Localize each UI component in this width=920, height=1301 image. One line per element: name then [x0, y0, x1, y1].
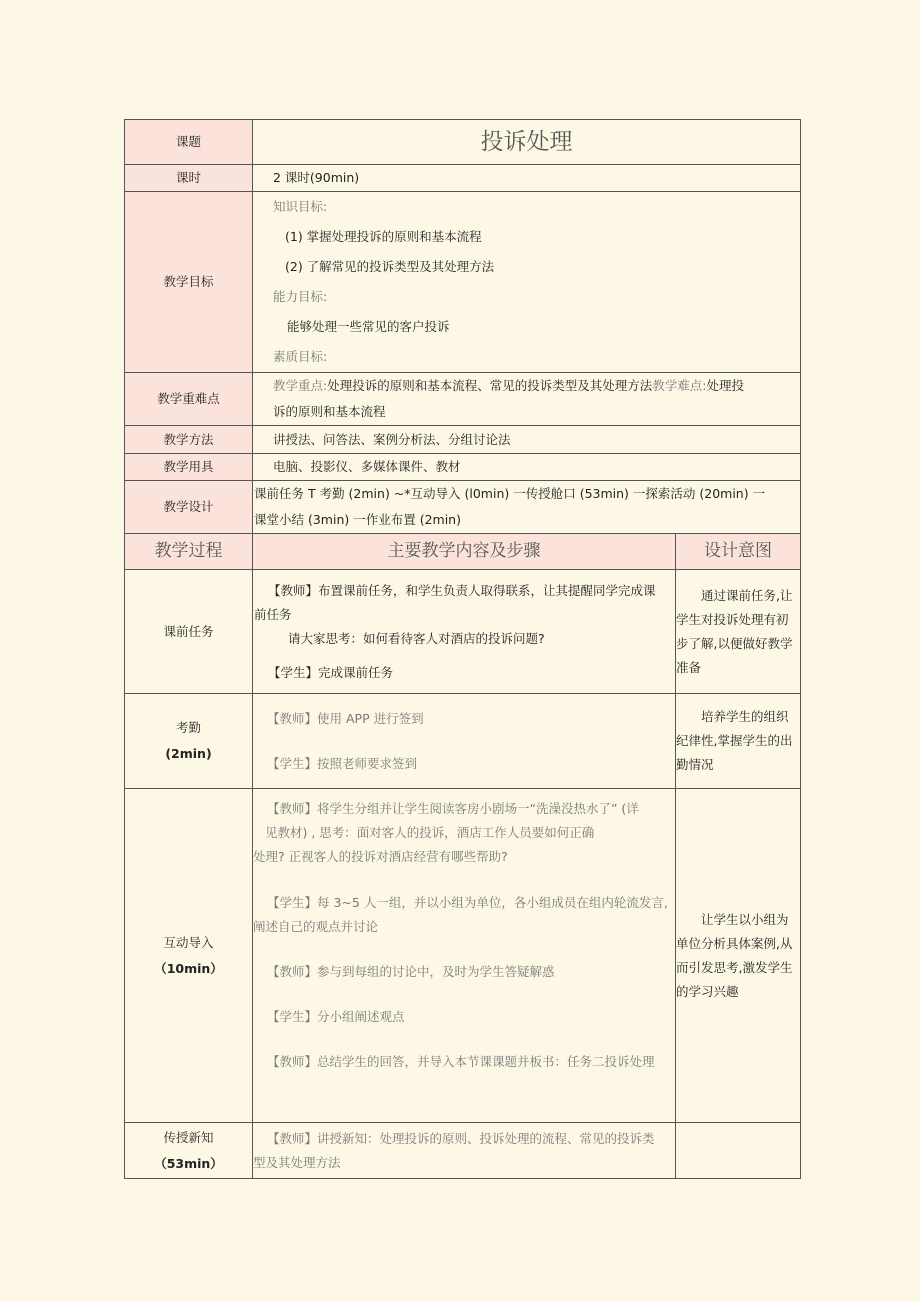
step-teach-time: （53min） — [154, 1155, 223, 1171]
design-content — [253, 481, 801, 534]
step-pre-intent: 通过课前任务,让学生对投诉处理有初步了解,以便做好教学准备 — [676, 570, 801, 694]
ability-item-1: 能够处理一些常见的客户投诉 — [287, 319, 450, 334]
step-teach-label: 传授新知 — [163, 1129, 214, 1145]
tools-value: 电脑、投影仪、多媒体课件、教材 — [253, 454, 801, 481]
step-teach-text-1a: 【教师】讲授新知：处理投诉的原则、投诉处理的流程、常见的投诉类 — [267, 1130, 655, 1146]
objectives-label: 教学目标 — [125, 192, 253, 373]
step-intro-text-1a: 【教师】将学生分组并让学生阅读客房小剧场一“洗澡没热水了” (详 — [267, 801, 639, 816]
step-attendance-time: (2min) — [165, 746, 212, 761]
lesson-plan-table — [124, 119, 801, 1179]
step-intro-text-4: 【学生】分小组阐述观点 — [267, 1009, 405, 1024]
step-intro-text-5: 【教师】总结学生的回答，并导入本节课课题并板书：任务二投诉处理 — [267, 1054, 655, 1069]
row-tools — [125, 454, 801, 481]
step-attendance-text-2: 【学生】按照老师要求签到 — [267, 755, 418, 771]
design-line-2: 课堂小结 (3min) 一作业布置 (2min) — [254, 512, 461, 527]
objectives-content — [253, 192, 801, 373]
row-step-pre — [125, 570, 801, 694]
step-intro-text-1c: 处理? 正视客人的投诉对酒店经营有哪些帮助? — [253, 849, 508, 864]
step-pre-text-1b: 前任务 — [254, 606, 292, 622]
row-objectives — [125, 192, 801, 373]
step-intro-time: （10min） — [154, 960, 223, 976]
tools-label: 教学用具 — [125, 454, 253, 481]
step-teach-label-cell — [125, 1123, 253, 1179]
step-pre-label: 课前任务 — [125, 570, 253, 694]
key-points-label: 教学重难点 — [125, 373, 253, 426]
step-attendance-text-1: 【教师】使用 APP 进行签到 — [267, 710, 424, 726]
design-line-1: 课前任务 T 考勤 (2min) ~*互动导入 (l0min) 一传授舱口 (53min) 一探索活动 (20min) 一 — [254, 486, 766, 501]
key-text: 处理投诉的原则和基本流程、常见的投诉类型及其处理方法 — [327, 378, 653, 393]
step-intro-text-2a: 【学生】每 3~5 人一组，并以小组为单位，各小组成员在组内轮流发言, — [267, 895, 668, 910]
step-intro-label: 互动导入 — [163, 934, 214, 950]
hours-value: 2 课时(90min) — [253, 165, 801, 192]
step-pre-text-2: 请大家思考：如何看待客人对酒店的投诉问题? — [288, 630, 545, 646]
knowledge-item-2: (2) 了解常见的投诉类型及其处理方法 — [285, 259, 495, 274]
row-hours — [125, 165, 801, 192]
step-teach-text-1b: 型及其处理方法 — [253, 1154, 341, 1170]
row-design — [125, 481, 801, 534]
step-attendance-label-cell — [125, 694, 253, 789]
key-heading: 教学重点: — [273, 378, 328, 393]
row-step-teach — [125, 1123, 801, 1179]
row-step-attendance — [125, 694, 801, 789]
row-process-header — [125, 534, 801, 570]
step-intro-label-cell — [125, 789, 253, 1123]
difficulty-heading: 教学难点: — [652, 378, 707, 393]
row-title — [125, 120, 801, 165]
ability-heading: 能力目标: — [273, 289, 328, 304]
quality-heading: 素质目标: — [273, 349, 328, 364]
step-intro-content — [253, 789, 676, 1123]
difficulty-text-b: 诉的原则和基本流程 — [273, 404, 386, 419]
row-methods — [125, 426, 801, 454]
step-teach-content — [253, 1123, 676, 1179]
design-label: 教学设计 — [125, 481, 253, 534]
step-attendance-content — [253, 694, 676, 789]
step-pre-text-1a: 【教师】布置课前任务，和学生负责人取得联系，让其提醒同学完成课 — [268, 582, 656, 598]
step-pre-content — [253, 570, 676, 694]
step-teach-intent — [676, 1123, 801, 1179]
title-label: 课题 — [125, 120, 253, 165]
key-points-content — [253, 373, 801, 426]
difficulty-text-a: 处理投 — [706, 378, 744, 393]
step-intro-text-1b: 见教材) , 思考：面对客人的投诉，酒店工作人员要如何正确 — [265, 825, 595, 840]
hours-label: 课时 — [125, 165, 253, 192]
methods-label: 教学方法 — [125, 426, 253, 454]
process-header-col2: 主要教学内容及步骤 — [253, 534, 676, 570]
knowledge-heading: 知识目标: — [273, 199, 328, 214]
step-attendance-intent: 培养学生的组织纪律性,掌握学生的出勤情况 — [676, 694, 801, 789]
step-intro-intent: 让学生以小组为单位分析具体案例,从而引发思考,激发学生的学习兴趣 — [676, 789, 801, 1123]
step-intro-text-2b: 阐述自己的观点并讨论 — [253, 919, 379, 934]
row-step-intro — [125, 789, 801, 1123]
step-pre-text-3: 【学生】完成课前任务 — [268, 664, 394, 680]
process-header-col1: 教学过程 — [125, 534, 253, 570]
page-title: 投诉处理 — [253, 120, 801, 165]
knowledge-item-1: (1) 掌握处理投诉的原则和基本流程 — [285, 229, 482, 244]
row-key-points — [125, 373, 801, 426]
step-attendance-label: 考勤 — [175, 720, 201, 735]
methods-value: 讲授法、问答法、案例分析法、分组讨论法 — [253, 426, 801, 454]
step-intro-text-3: 【教师】参与到每组的讨论中，及时为学生答疑解惑 — [267, 964, 555, 979]
process-header-col3: 设计意图 — [676, 534, 801, 570]
